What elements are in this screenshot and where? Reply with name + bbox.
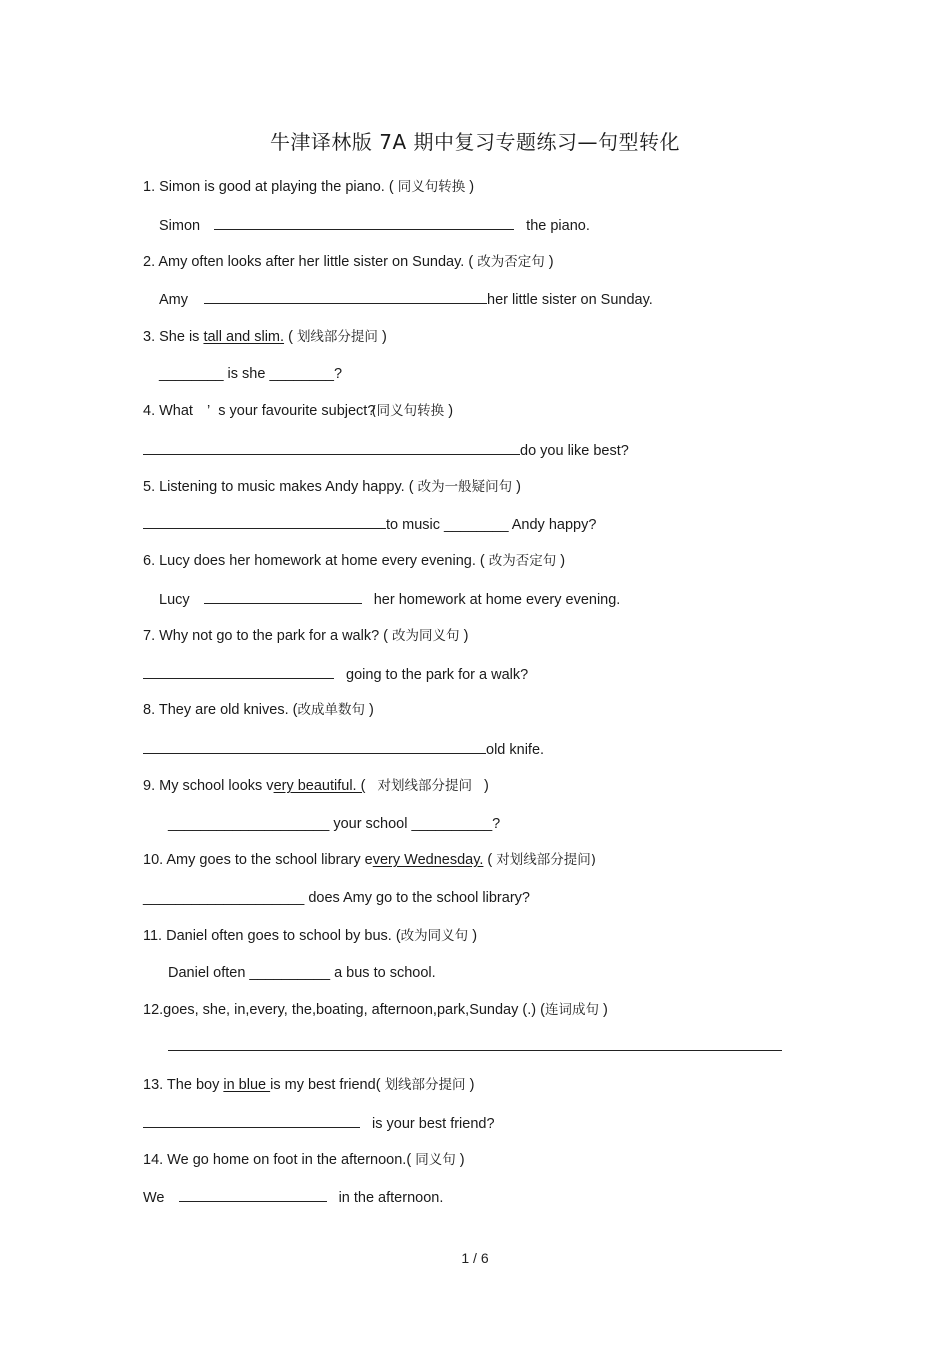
question-text: 13. The boy [143,1077,224,1093]
answer-blank[interactable] [143,514,386,529]
question-10 [143,850,596,870]
question-close: ) [472,928,478,944]
underlined-part: ery beautiful. ( [273,778,366,794]
answer-13 [143,1113,495,1134]
answer-blank[interactable] [179,1187,327,1202]
question-close: ) [548,254,554,270]
answer-7 [143,664,528,685]
question-text: 4. What [143,403,193,419]
answer-2 [159,289,653,310]
answer-suffix: to music ________ Andy happy? [386,517,597,533]
answer-blank[interactable] [143,440,520,455]
answer-5 [143,514,596,535]
question-text: 5. Listening to music makes Andy happy. ( [143,479,414,495]
question-12 [143,1000,608,1020]
question-instruction: 改为否定句 [477,254,545,270]
answer-blank[interactable] [143,664,334,679]
question-text: 1. Simon is good at playing the piano. ( [143,179,394,195]
question-3 [143,327,387,347]
answer-blank[interactable] [204,289,487,304]
answer-text: ____________________ your school __________? [168,816,501,832]
question-text: 7. Why not go to the park for a walk? ( [143,628,389,644]
page-number: 1 / 6 [461,1250,489,1266]
question-instruction: 改为否定句 [488,553,557,569]
question-close: ) [459,1152,465,1168]
question-instruction: 改为一般疑问句 [417,479,513,495]
question-1 [143,177,474,197]
question-close: ) [469,179,475,195]
question-instruction: 同义句转换 [397,179,466,195]
question-text-rest: s your favourite subject? [218,403,376,419]
question-close: ) [369,702,374,718]
question-instruction: (同义句转换 [371,403,445,419]
answer-prefix: We [143,1190,165,1206]
question-text-rest: is my best friend( [270,1077,381,1093]
answer-14 [143,1187,443,1208]
page-title: 牛津译林版 7A 期中复习专题练习—句型转化 [269,130,681,154]
answer-11[interactable] [168,963,436,983]
apostrophe: ’ [207,403,211,419]
answer-prefix: Simon [159,218,201,234]
question-instruction: 划线部分提问 [384,1077,466,1093]
question-text: 8. They are old knives. ( [143,702,298,718]
question-7 [143,626,468,646]
question-close: ) [469,1077,475,1093]
question-4 [143,401,453,421]
question-5 [143,477,521,497]
question-6 [143,551,565,571]
answer-blank[interactable] [168,1036,782,1051]
question-close: ) [463,628,469,644]
question-9 [143,776,489,796]
answer-blank[interactable] [143,1113,360,1128]
question-instruction: 改为同义句 [392,628,460,644]
answer-1 [159,215,590,236]
answer-text: Daniel often __________ a bus to school. [168,965,436,981]
answer-4 [143,440,629,461]
question-text: 12.goes, she, in,every, the,boating, afternoon,park,Sunday (.) ( [143,1002,545,1018]
question-instruction: 连词成句 [544,1002,599,1018]
question-open: ( [284,329,293,345]
question-instruction: 改成单数句 [297,702,365,718]
question-close: ) [516,479,521,495]
question-2 [143,252,554,272]
question-text: 10. Amy goes to the school library e [143,852,373,868]
answer-text: ________ is she ________? [159,366,343,382]
question-close: ) [602,1002,608,1018]
answer-suffix: going to the park for a walk? [346,667,529,683]
underlined-part: tall and slim. [203,329,285,345]
answer-3[interactable] [159,364,342,384]
answer-suffix: do you like best? [520,443,629,459]
answer-suffix: the piano. [526,218,590,234]
question-instruction: 划线部分提问 [296,329,378,345]
answer-blank[interactable] [214,215,514,230]
question-13 [143,1075,474,1095]
question-close: ) [448,403,454,419]
answer-6 [159,589,620,610]
question-instruction: 对划线部分提问 [377,778,472,794]
answer-prefix: Lucy [159,592,190,608]
underlined-part: very Wednesday. [372,852,484,868]
answer-prefix: Amy [159,292,188,308]
answer-8 [143,739,544,760]
answer-suffix: old knife. [486,742,545,758]
underlined-part: in blue [223,1077,271,1093]
question-text: 2. Amy often looks after her little sister on Sunday. ( [143,254,474,270]
question-close: ) [484,778,489,794]
question-instruction: 对划线部分提问) [496,852,597,868]
answer-blank[interactable] [143,739,486,754]
question-11 [143,926,477,946]
answer-9[interactable] [168,814,500,834]
question-text: 11. Daniel often goes to school by bus. ( [143,928,401,944]
answer-suffix: her homework at home every evening. [373,592,621,608]
answer-suffix: in the afternoon. [338,1190,444,1206]
answer-12 [168,1036,782,1057]
question-text: 3. She is [143,329,204,345]
answer-10[interactable] [143,888,530,908]
answer-suffix: her little sister on Sunday. [487,292,653,308]
question-instruction: 改为同义句 [400,928,469,944]
question-text: 6. Lucy does her homework at home every evening. ( [143,553,485,569]
question-close: ) [560,553,566,569]
answer-text: ____________________ does Amy go to the school library? [143,890,530,906]
question-text: 9. My school looks v [143,778,274,794]
question-instruction: 同义句 [415,1152,456,1168]
question-close: ) [381,329,387,345]
question-8 [143,700,374,720]
answer-blank[interactable] [204,589,362,604]
question-open: ( [483,852,493,868]
question-14 [143,1150,465,1170]
answer-suffix: is your best friend? [372,1116,495,1132]
question-text: 14. We go home on foot in the afternoon.( [143,1152,412,1168]
